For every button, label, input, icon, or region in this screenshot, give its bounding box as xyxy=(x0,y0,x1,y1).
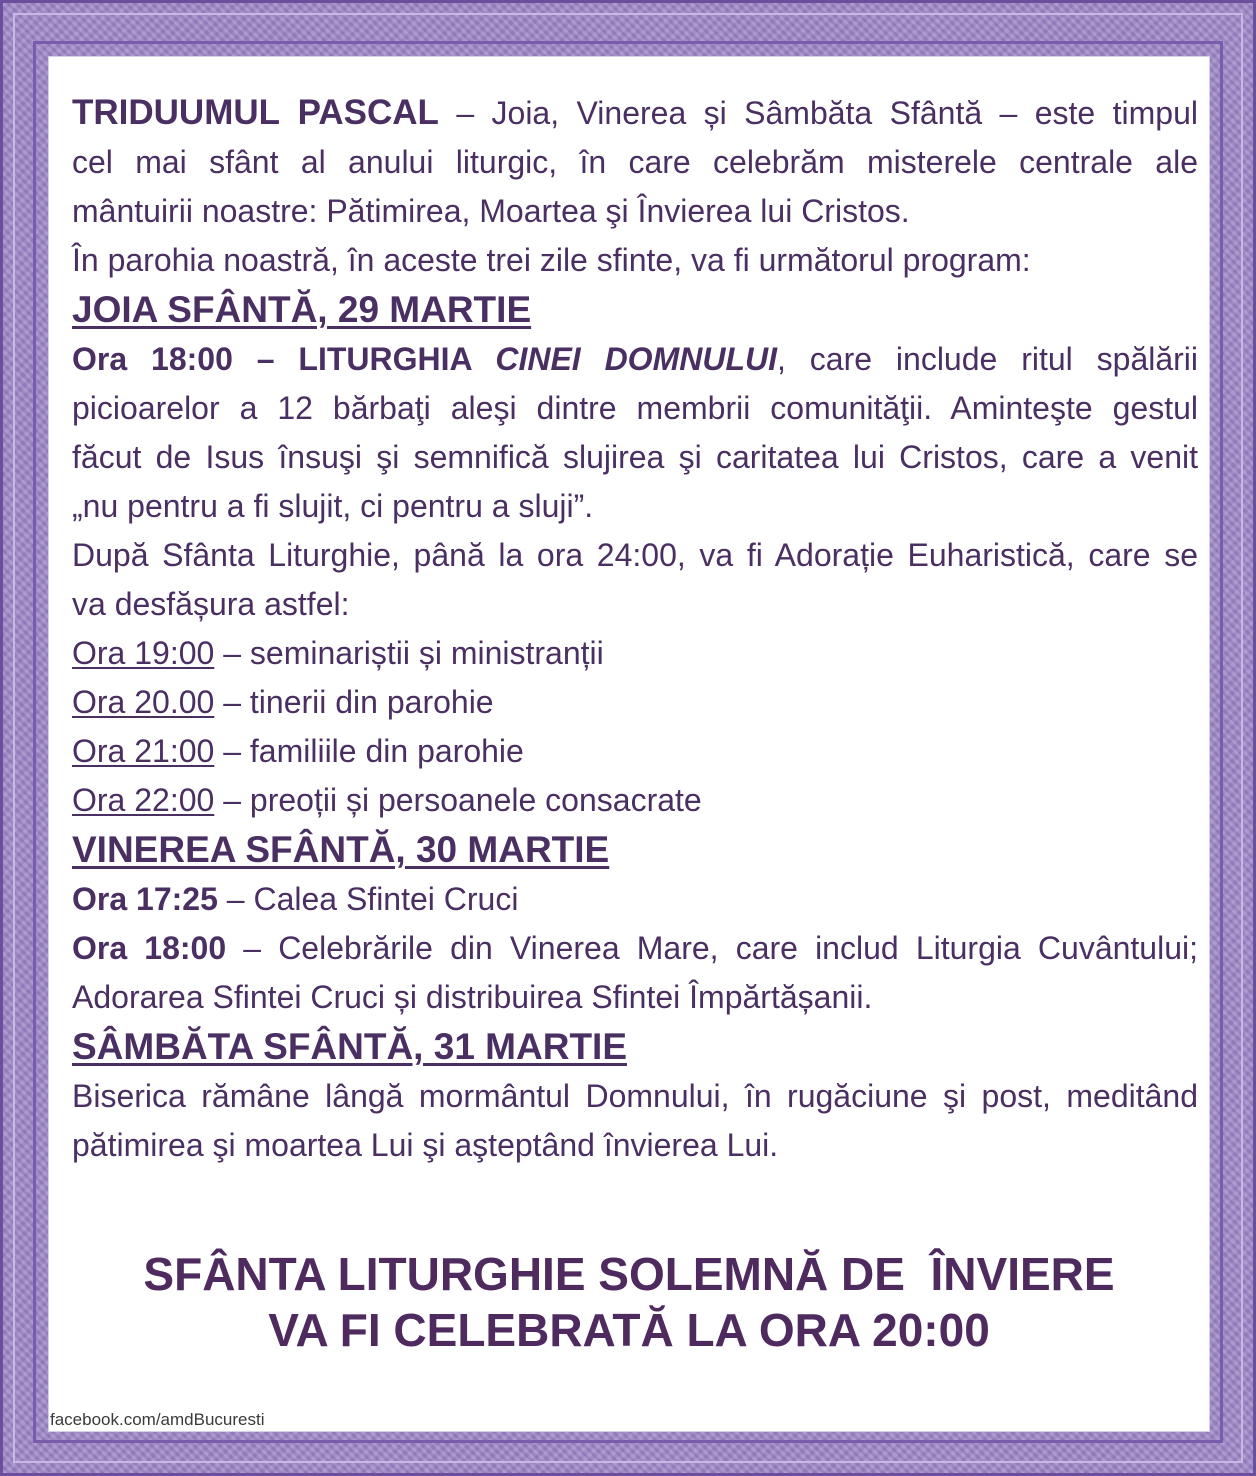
heading-thursday: JOIA SFÂNTĂ, 29 MARTIE xyxy=(72,289,532,330)
schedule-item xyxy=(72,678,1198,727)
thursday-mass-time: Ora 18:00 – LITURGHIA xyxy=(72,341,496,377)
notice-content xyxy=(72,88,1198,1170)
friday-item-1-desc: – Calea Sfintei Cruci xyxy=(217,881,519,917)
thursday-mass-name: CINEI DOMNULUI xyxy=(495,341,777,377)
closing-line-1: SFÂNTA LITURGHIE SOLEMNĂ DE ÎNVIERE xyxy=(143,1248,1115,1300)
intro-text-1: – Joia, Vinerea și Sâmbăta Sfântă – este timpul xyxy=(438,95,1198,131)
intro-title: TRIDUUMUL PASCAL xyxy=(72,93,439,132)
intro-line-3: mântuirii noastre: Pătimirea, Moartea şi Învierea lui Cristos. xyxy=(72,193,910,229)
facebook-credit: facebook.com/amdBucuresti xyxy=(50,1410,265,1429)
schedule-time: Ora 19:00 xyxy=(72,635,215,671)
adoration-line-2: va desfășura astfel: xyxy=(72,586,350,622)
thursday-mass-line-4: „nu pentru a fi slujit, ci pentru a sluji”. xyxy=(72,488,594,524)
thursday-mass-line-2: picioarelor a 12 bărbaţi aleşi dintre membrii comunităţii. Aminteşte gestul xyxy=(72,390,1198,426)
schedule-item xyxy=(72,776,1198,825)
thursday-mass-line-1 xyxy=(72,335,1198,384)
schedule-time: Ora 21:00 xyxy=(72,733,215,769)
friday-item-2-desc: – Celebrările din Vinerea Mare, care includ Liturgia Cuvântului; xyxy=(226,930,1199,966)
schedule-desc: – familiile din parohie xyxy=(214,733,524,769)
saturday-line-2: pătimirea şi moartea Lui şi aşteptând învierea Lui. xyxy=(72,1127,779,1163)
closing-line-2: VA FI CELEBRATĂ LA ORA 20:00 xyxy=(268,1304,990,1356)
thursday-mass-rest: , care include ritul spălării xyxy=(777,341,1199,377)
heading-friday: VINEREA SFÂNTĂ, 30 MARTIE xyxy=(72,829,610,870)
intro-line-2: cel mai sfânt al anului liturgic, în care celebrăm misterele centrale ale xyxy=(72,144,1198,180)
adoration-line-1: După Sfânta Liturghie, până la ora 24:00, va fi Adorație Euharistică, care se xyxy=(72,537,1198,573)
friday-item-1 xyxy=(72,875,1198,924)
program-line: În parohia noastră, în aceste trei zile sfinte, va fi următorul program: xyxy=(72,242,1031,278)
friday-item-2-time: Ora 18:00 xyxy=(72,930,227,966)
saturday-line-1: Biserica rămâne lângă mormântul Domnului, în rugăciune şi post, meditând xyxy=(72,1078,1198,1114)
schedule-item xyxy=(72,629,1198,678)
heading-saturday: SÂMBĂTA SFÂNTĂ, 31 MARTIE xyxy=(72,1026,627,1067)
thursday-mass-line-3: făcut de Isus însuşi şi semnifică slujirea şi caritatea lui Cristos, care a venit xyxy=(72,439,1198,475)
schedule-desc: – seminariștii și ministranții xyxy=(214,635,604,671)
friday-item-1-time: Ora 17:25 xyxy=(72,881,218,917)
closing-announcement xyxy=(48,1246,1210,1358)
schedule-time: Ora 22:00 xyxy=(72,782,215,818)
schedule-desc: – preoții și persoanele consacrate xyxy=(214,782,702,818)
schedule-desc: – tinerii din parohie xyxy=(214,684,494,720)
friday-item-2-line-2: Adorarea Sfintei Cruci și distribuirea Sfintei Împărtășanii. xyxy=(72,979,873,1015)
schedule-time: Ora 20.00 xyxy=(72,684,215,720)
intro-line-1 xyxy=(72,88,1198,138)
schedule-item xyxy=(72,727,1198,776)
friday-item-2 xyxy=(72,924,1198,973)
